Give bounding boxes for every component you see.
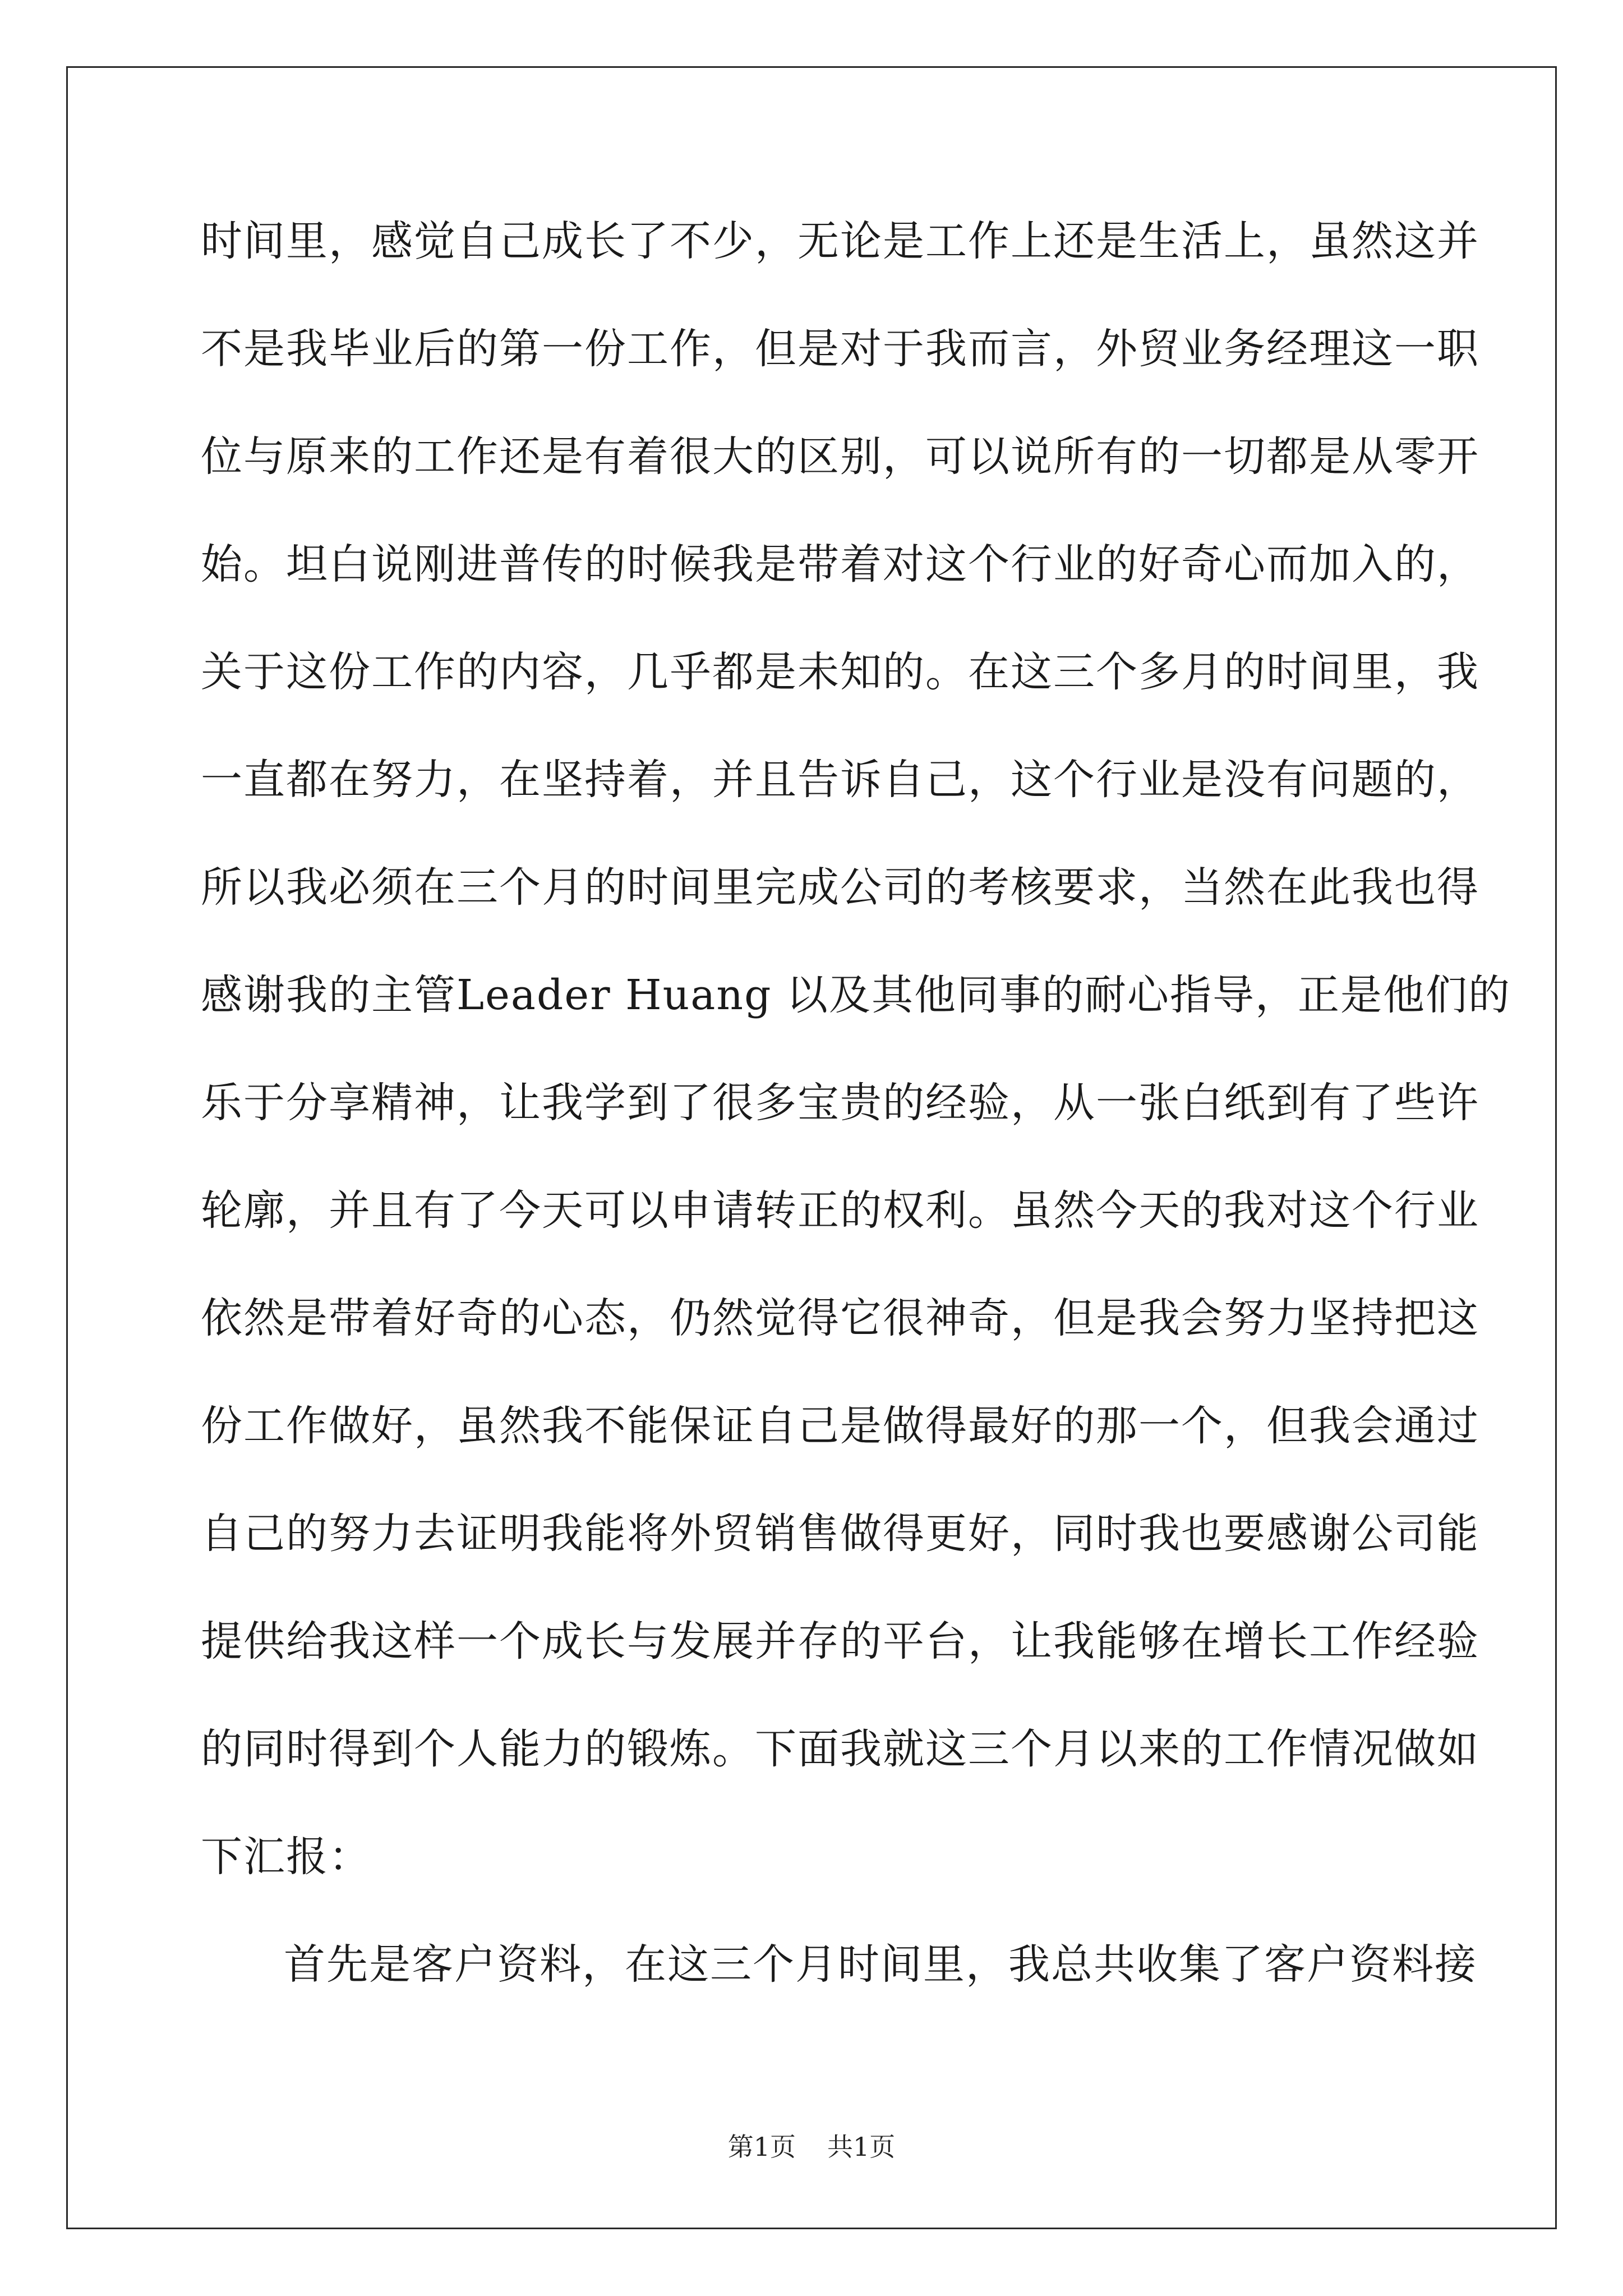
text-line: 乐于分享精神，让我学到了很多宝贵的经验，从一张白纸到有了些许	[201, 1079, 1479, 1127]
text-line: 不是我毕业后的第一份工作，但是对于我而言，外贸业务经理这一职	[201, 325, 1479, 373]
text-line: 轮廓，并且有了今天可以申请转正的权利。虽然今天的我对这个行业	[201, 1186, 1479, 1235]
text-line: 下汇报：	[201, 1833, 371, 1881]
document-body	[201, 213, 1511, 2044]
text-line: 时间里，感觉自己成长了不少，无论是工作上还是生活上，虽然这并	[201, 217, 1479, 265]
page-footer	[0, 2130, 1623, 2164]
paragraph-first-line: 首先是客户资料，在这三个月时间里，我总共收集了客户资料接	[284, 1940, 1477, 1989]
text-line: 感谢我的主管Leader Huang 以及其他同事的耐心指导，正是他们的	[201, 971, 1511, 1019]
page-number: 第1页	[727, 2132, 796, 2162]
text-line: 关于这份工作的内容，几乎都是未知的。在这三个多月的时间里，我	[201, 648, 1479, 696]
text-line: 一直都在努力，在坚持着，并且告诉自己，这个行业是没有问题的，	[201, 756, 1479, 804]
text-line: 提供给我这样一个成长与发展并存的平台，让我能够在增长工作经验	[201, 1617, 1479, 1665]
text-line: 依然是带着好奇的心态，仍然觉得它很神奇，但是我会努力坚持把这	[201, 1294, 1479, 1342]
text-line: 位与原来的工作还是有着很大的区别，可以说所有的一切都是从零开	[201, 432, 1479, 481]
text-line: 份工作做好，虽然我不能保证自己是做得最好的那一个，但我会通过	[201, 1402, 1479, 1450]
page-total: 共1页	[827, 2132, 896, 2162]
text-line: 的同时得到个人能力的锻炼。下面我就这三个月以来的工作情况做如	[201, 1725, 1479, 1773]
text-line: 自己的努力去证明我能将外贸销售做得更好，同时我也要感谢公司能	[201, 1510, 1479, 1558]
text-line: 始。坦白说刚进普传的时候我是带着对这个行业的好奇心而加入的，	[201, 540, 1479, 588]
text-line: 所以我必须在三个月的时间里完成公司的考核要求，当然在此我也得	[201, 863, 1479, 912]
